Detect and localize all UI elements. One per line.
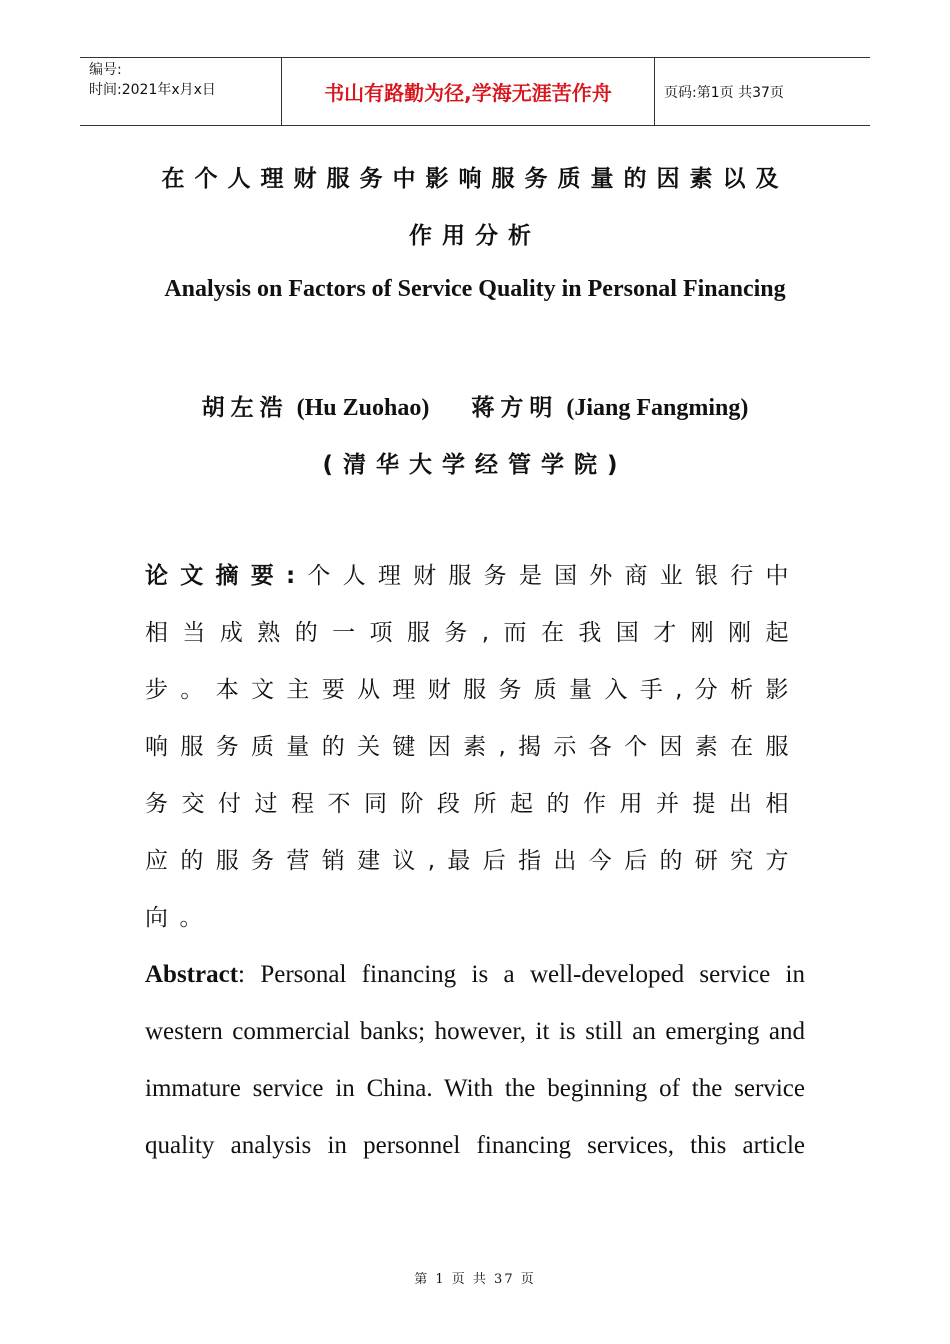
abstract-cn: [145, 548, 800, 947]
serial-number-label: 编号:: [89, 62, 122, 78]
header-meta: [80, 58, 281, 125]
page-info-text: 页码:第1页 共37页: [664, 84, 784, 101]
title-cn-line1: 在个人理财服务中影响服务质量的因素以及: [161, 166, 789, 192]
author2-en: (Jiang Fangming): [566, 395, 749, 421]
abstract-en-label: Abstract: [145, 961, 239, 988]
author1-cn: 胡左浩: [201, 395, 289, 421]
date-label: 时间:2021年x月x日: [89, 82, 216, 98]
affiliation: (清华大学经管学院): [322, 452, 628, 478]
title-cn-line2: 作用分析: [409, 223, 541, 249]
author2-cn: 蒋方明: [471, 395, 559, 421]
document-header: [80, 57, 870, 126]
page-footer: 第 1 页 共 37 页: [414, 1272, 536, 1287]
header-motto: [281, 58, 655, 125]
title-en: Analysis on Factors of Service Quality in Personal Financing: [164, 276, 786, 302]
abstract-cn-label: 论文摘要:: [145, 563, 307, 589]
author-line: [0, 389, 950, 422]
abstract-cn-text: 个人理财服务是国外商业银行中相当成熟的一项服务,而在我国才刚刚起步。本文主要从理财服务质量入手,分析影响服务质量的关键因素,揭示各个因素在服务交付过程不同阶段所起的作用并提出相应的服务营销建议,最后指出今后的研究方向。: [145, 563, 800, 931]
abstract-en: [145, 946, 805, 1174]
abstract-en-text: : Personal financing is a well-developed service in western commercial banks; however, it is still an emerging and immature service in China. With the beginning of the service quality analysis in personnel financing services, this article: [145, 961, 805, 1159]
header-page-info: [655, 58, 870, 125]
motto-text: 书山有路勤为径,学海无涯苦作舟: [324, 81, 612, 105]
author1-en: (Hu Zuohao): [296, 395, 430, 421]
